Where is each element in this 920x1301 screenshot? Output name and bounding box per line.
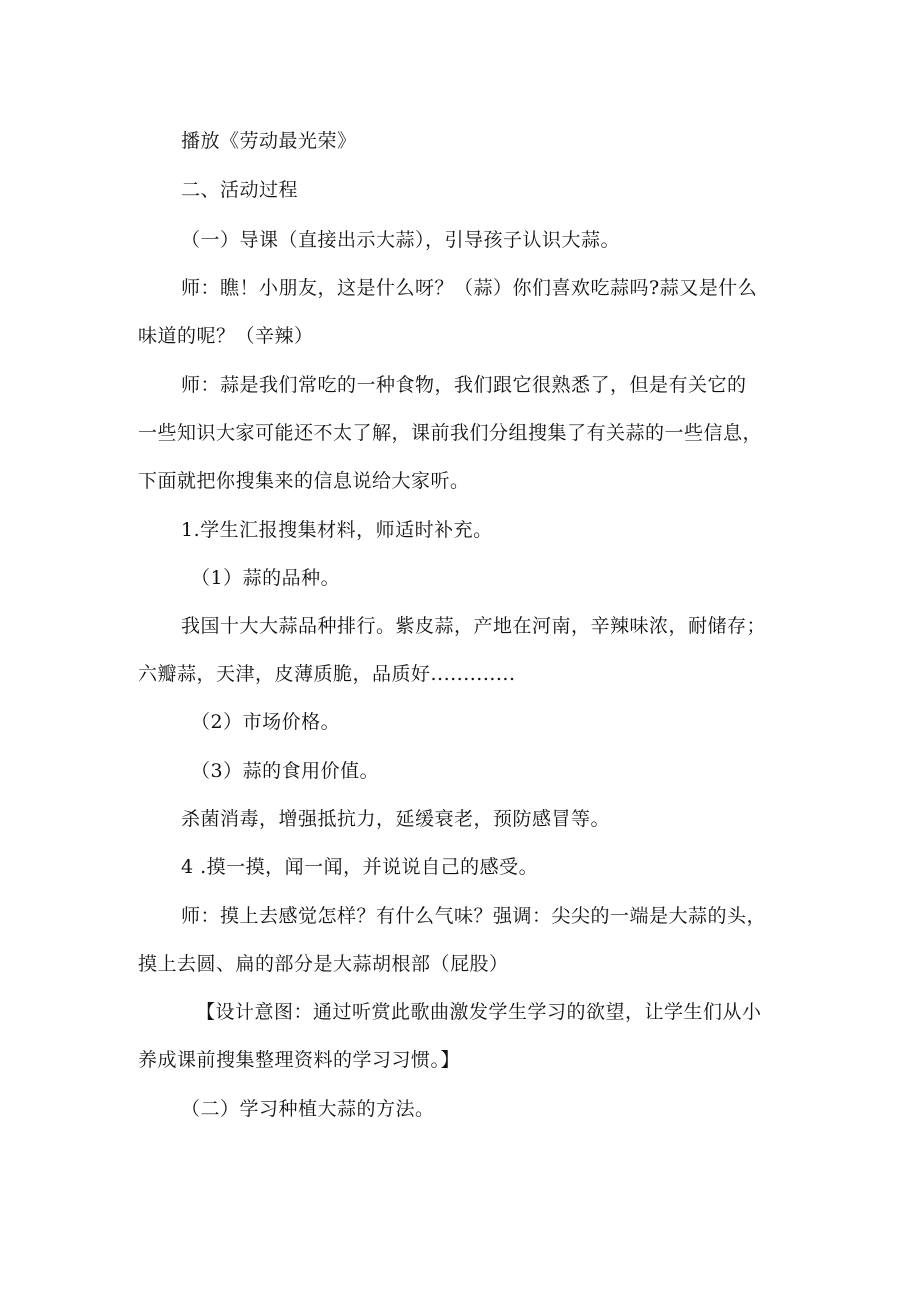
list-item-touch-smell: 4 .摸一摸，闻一闻，并说说自己的感受。	[181, 856, 539, 878]
list-item-varieties: （1）蒜的品种。	[191, 567, 341, 589]
subsection-heading-planting: （二）学习种植大蒜的方法。	[181, 1098, 435, 1120]
section-heading-activity-process: 二、活动过程	[181, 179, 299, 201]
paragraph-teacher-touch-cont: 摸上去圆、扁的部分是大蒜胡根部（屁股）	[138, 953, 509, 975]
paragraph-edible-value: 杀菌消毒，增强抵抗力，延缓衰老，预防感冒等。	[181, 808, 611, 830]
paragraph-design-intent: 【设计意图：通过听赏此歌曲激发学生学习的欲望，让学生们从小	[196, 1001, 762, 1023]
list-item-edible-value: （3）蒜的食用价值。	[191, 760, 380, 782]
paragraph-design-intent-cont: 养成课前搜集整理资料的学习习惯。】	[138, 1049, 461, 1071]
paragraph-song: 播放《劳动最光荣》	[181, 130, 357, 152]
paragraph-varieties: 我国十大大蒜品种排行。紫皮蒜，产地在河南，辛辣味浓，耐储存；	[181, 615, 767, 637]
list-item-student-report: 1.学生汇报搜集材料，师适时补充。	[181, 519, 493, 541]
paragraph-teacher-garlic: 师：蒜是我们常吃的一种食物，我们跟它很熟悉了，但是有关它的	[181, 374, 747, 396]
paragraph-teacher-garlic-cont-2: 下面就把你搜集来的信息说给大家听。	[138, 470, 470, 492]
paragraph-teacher-question-cont: 味道的呢？（辛辣）	[138, 325, 314, 347]
paragraph-varieties-cont: 六瓣蒜，天津，皮薄质脆，品质好.............	[138, 663, 516, 685]
paragraph-teacher-question: 师：瞧！小朋友，这是什么呀？（蒜）你们喜欢吃蒜吗?蒜又是什么	[181, 277, 758, 299]
paragraph-teacher-garlic-cont-1: 一些知识大家可能还不太了解，课前我们分组搜集了有关蒜的一些信息，	[138, 422, 763, 444]
list-item-market-price: （2）市场价格。	[191, 711, 341, 733]
paragraph-teacher-touch: 师：摸上去感觉怎样？有什么气味？强调：尖尖的一端是大蒜的头，	[181, 905, 767, 927]
subsection-heading-intro: （一）导课（直接出示大蒜），引导孩子认识大蒜。	[181, 229, 621, 251]
